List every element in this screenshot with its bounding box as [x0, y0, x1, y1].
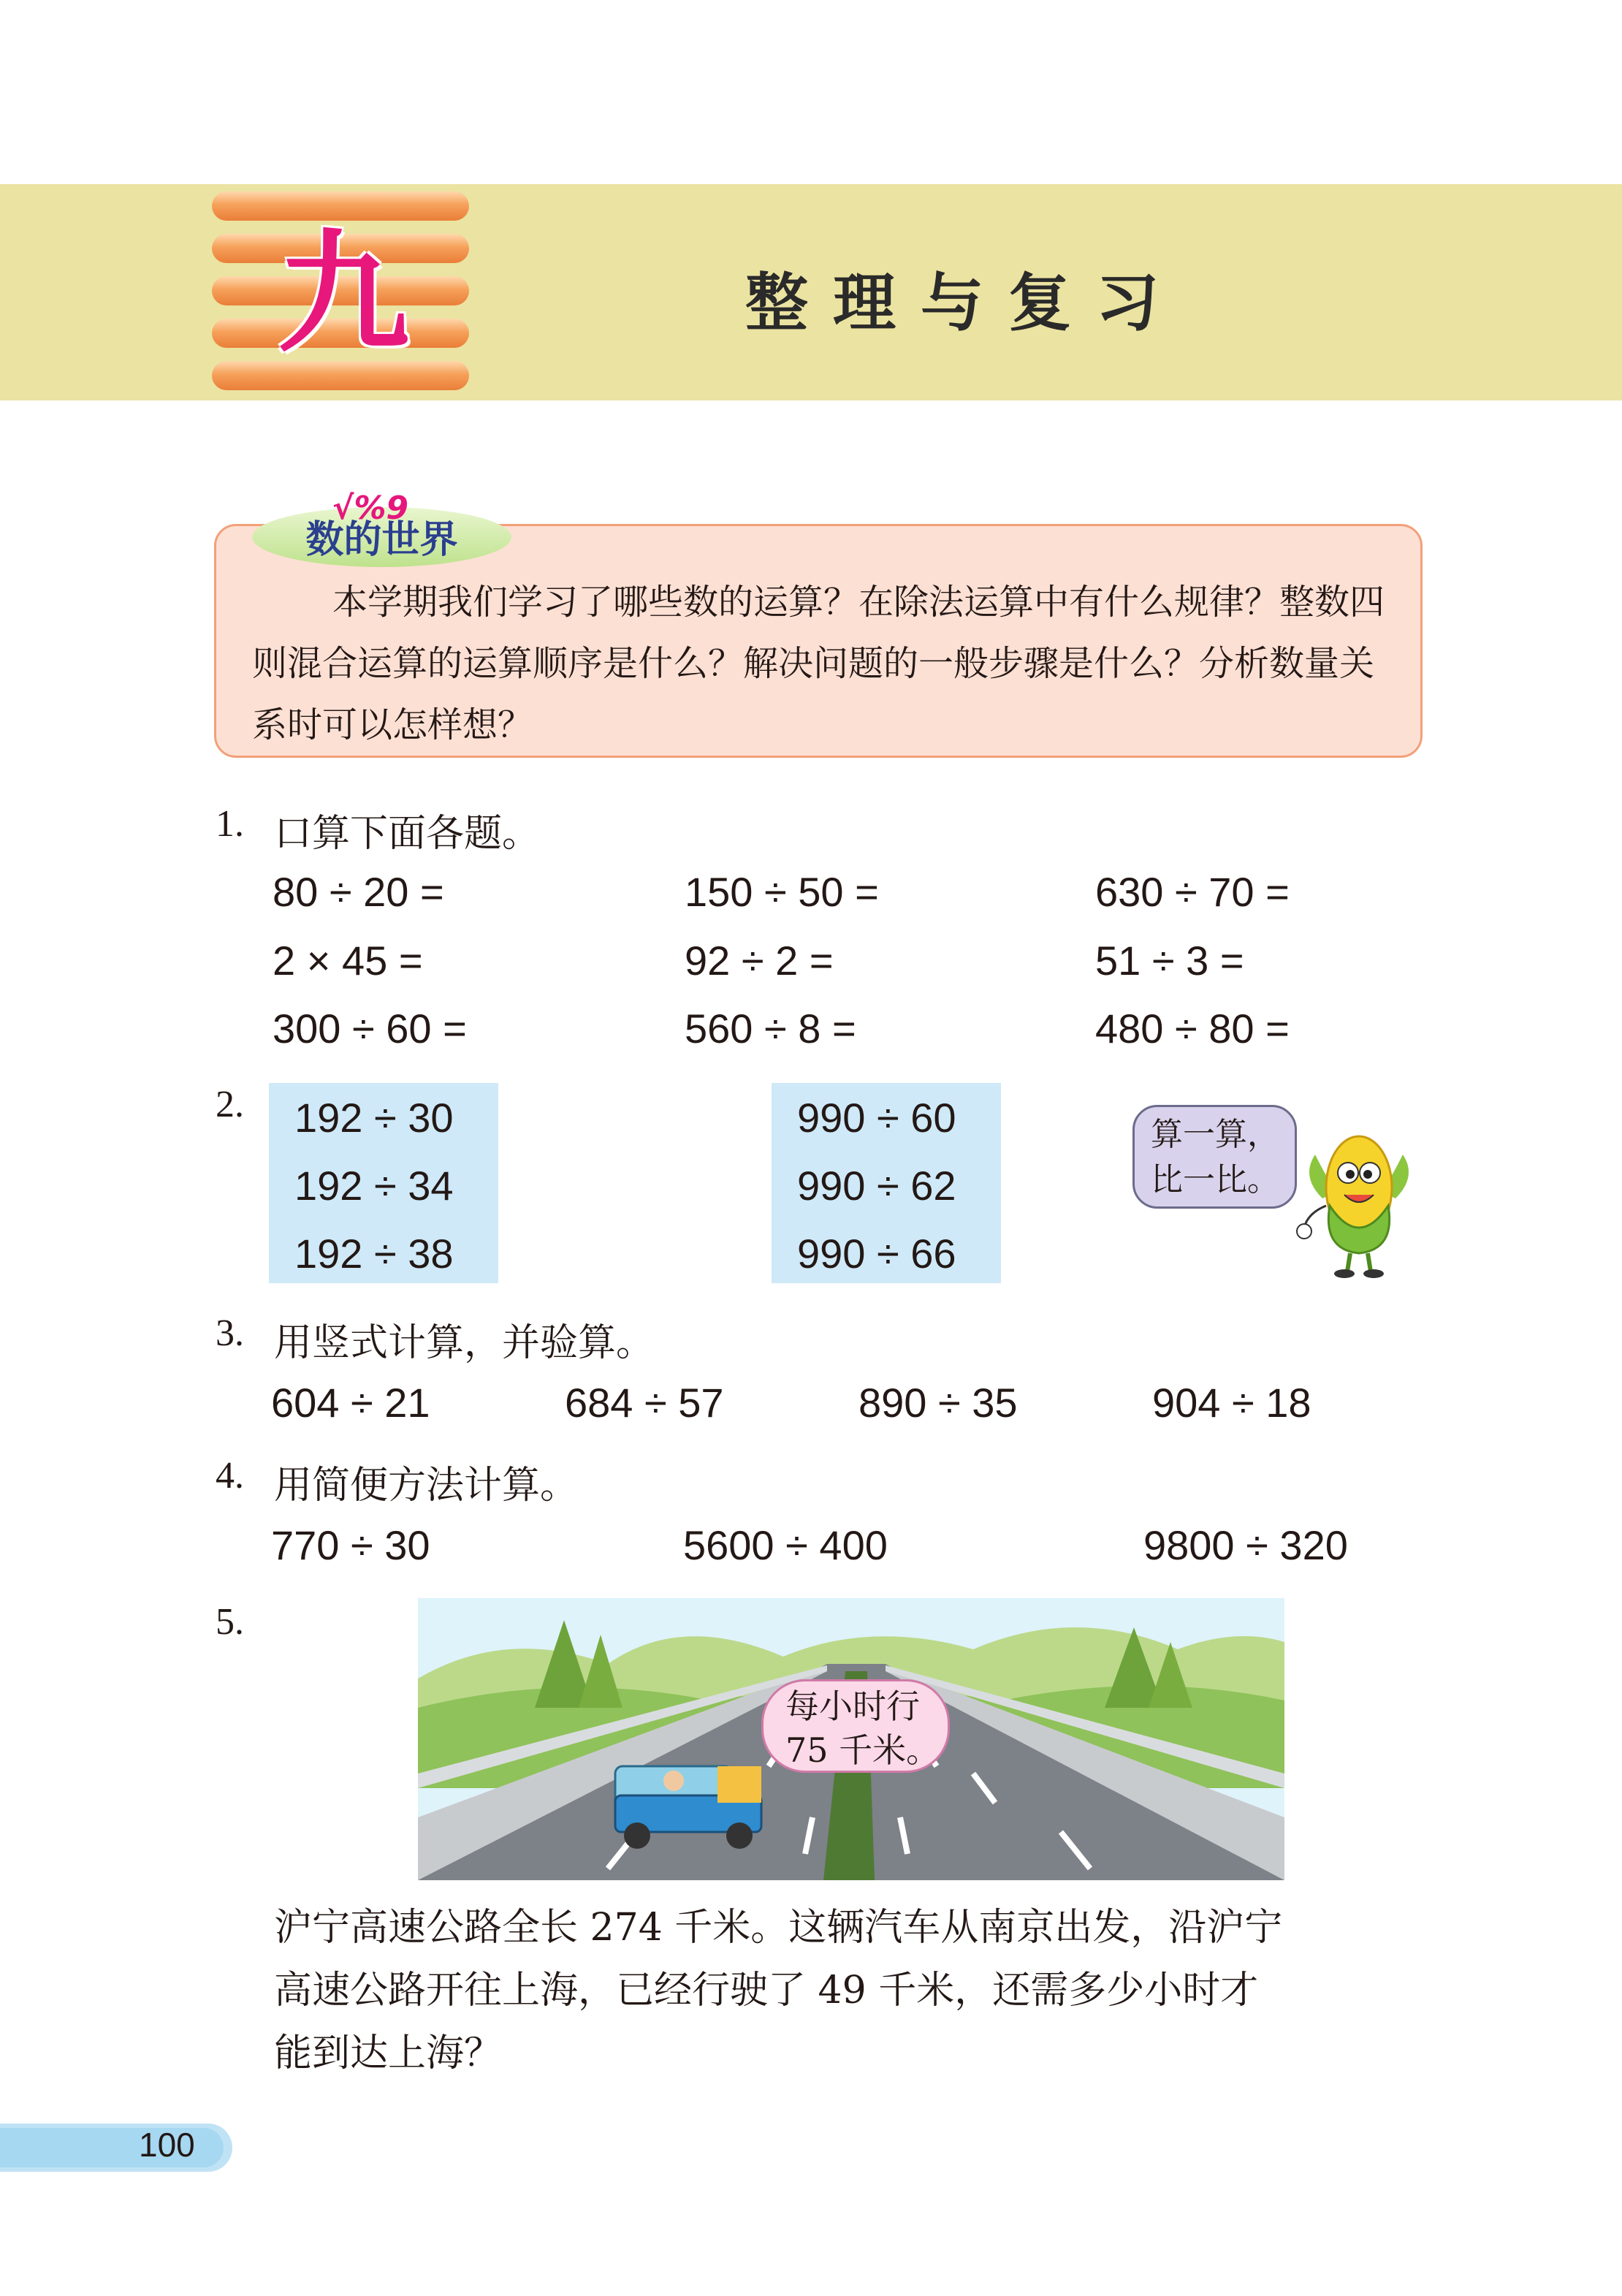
- q3-expr: 604 ÷ 21: [271, 1380, 430, 1426]
- q1-expr: 480 ÷ 80 =: [1095, 1006, 1290, 1052]
- q2-expr: 990 ÷ 66: [797, 1231, 956, 1277]
- q3-expr: 904 ÷ 18: [1152, 1380, 1311, 1426]
- q2-expr: 990 ÷ 62: [797, 1163, 956, 1209]
- q4-number: 4.: [216, 1455, 244, 1497]
- q1-title: 口算下面各题。: [274, 812, 541, 856]
- chapter-number: 九: [277, 216, 409, 370]
- corn-mascot-icon: [1293, 1125, 1425, 1279]
- q1-expr: 560 ÷ 8 =: [685, 1006, 856, 1052]
- q4-expr: 5600 ÷ 400: [683, 1522, 888, 1568]
- intro-text: 本学期我们学习了哪些数的运算？在除法运算中有什么规律？整数四则混合运算的运算顺序是什么？解决问题的一般步骤是什么？分析数量关系时可以怎样想？: [252, 582, 1385, 745]
- q1-expr: 150 ÷ 50 =: [685, 869, 879, 915]
- speed-bubble-text: 每小时行 75 千米。: [785, 1687, 940, 1770]
- q1-number: 1.: [216, 803, 244, 845]
- q1-expr: 630 ÷ 70 =: [1095, 869, 1290, 915]
- q4-expr: 770 ÷ 30: [271, 1522, 430, 1568]
- q4-title: 用简便方法计算。: [274, 1464, 579, 1508]
- tag-decoration: √%9: [332, 490, 409, 527]
- q4-expr: 9800 ÷ 320: [1143, 1522, 1348, 1568]
- page-number: 100: [139, 2126, 195, 2164]
- q3-title: 用竖式计算，并验算。: [274, 1321, 655, 1365]
- q5-problem-text: 沪宁高速公路全长 274 千米。这辆汽车从南京出发，沿沪宁 高速公路开往上海，已经行驶了 49 千米，还需多少小时才 能到达上海？: [274, 1906, 1283, 2075]
- q2-expr: 990 ÷ 60: [797, 1095, 956, 1141]
- q2-expr: 192 ÷ 30: [294, 1095, 454, 1141]
- q5-number: 5.: [216, 1601, 244, 1643]
- q2-number: 2.: [216, 1084, 244, 1125]
- q3-number: 3.: [216, 1312, 244, 1354]
- intro-tag-label: 数的世界: [305, 518, 458, 562]
- q3-expr: 684 ÷ 57: [565, 1380, 724, 1426]
- q2-expr: 192 ÷ 34: [294, 1163, 454, 1209]
- q1-expr: 2 × 45 =: [273, 938, 423, 984]
- chapter-title: 整理与复习: [745, 267, 1184, 340]
- q3-expr: 890 ÷ 35: [858, 1380, 1018, 1426]
- q2-expr: 192 ÷ 38: [294, 1231, 454, 1277]
- q1-expr: 300 ÷ 60 =: [273, 1006, 467, 1052]
- speech-bubble-text: 算一算， 比一比。: [1151, 1116, 1279, 1198]
- q1-expr: 51 ÷ 3 =: [1095, 938, 1244, 984]
- q1-expr: 80 ÷ 20 =: [273, 869, 444, 915]
- intro-tag: [252, 490, 511, 563]
- chapter-badge: [212, 191, 475, 393]
- q1-expr: 92 ÷ 2 =: [685, 938, 834, 984]
